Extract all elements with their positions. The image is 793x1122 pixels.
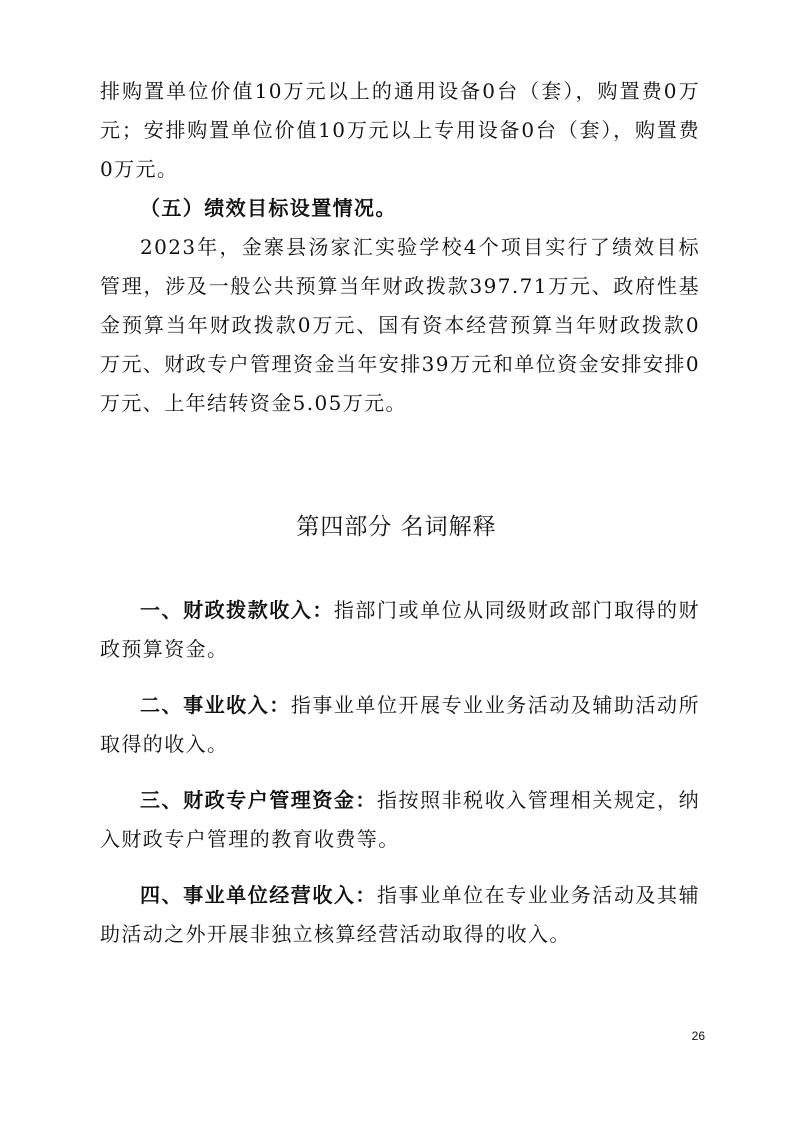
term-label: 一、财政拨款收入： <box>140 598 334 622</box>
term-label: 四、事业单位经营收入： <box>140 883 377 907</box>
section-5-body: 2023年，金寨县汤家汇实验学校4个项目实行了绩效目标管理，涉及一般公共预算当年财政拨款397.71万元、政府性基金预算当年财政拨款0万元、国有资本经营预算当年财政拨款0万元、财政专户管理资金当年安排39万元和单位资金安排安排0万元、上年结转资金5.05万元。 <box>100 235 700 415</box>
term-entry <box>100 591 700 669</box>
term-label: 三、财政专户管理资金： <box>140 788 377 812</box>
term-entry <box>100 781 700 859</box>
section-5-heading: （五）绩效目标设置情况。 <box>140 196 397 220</box>
term-entry <box>100 686 700 764</box>
term-definition: 指按照非税收入管理相关规定，纳入财政专户管理的教育收费等。 <box>100 788 700 851</box>
continuation-paragraph: 排购置单位价值10万元以上的通用设备0台（套），购置费0万元；安排购置单位价值10万元以上专用设备0台（套），购置费0万元。 <box>100 79 700 181</box>
term-label: 二、事业收入： <box>140 693 291 717</box>
term-entry <box>100 876 700 954</box>
term-definition: 指事业单位在专业业务活动及其辅助活动之外开展非独立核算经营活动取得的收入。 <box>100 883 700 946</box>
part-4-title: 第四部分 名词解释 <box>296 514 497 540</box>
term-definition: 指部门或单位从同级财政部门取得的财政预算资金。 <box>100 598 700 661</box>
term-definition: 指事业单位开展专业业务活动及辅助活动所取得的收入。 <box>100 693 700 756</box>
page-number: 26 <box>691 1029 705 1043</box>
